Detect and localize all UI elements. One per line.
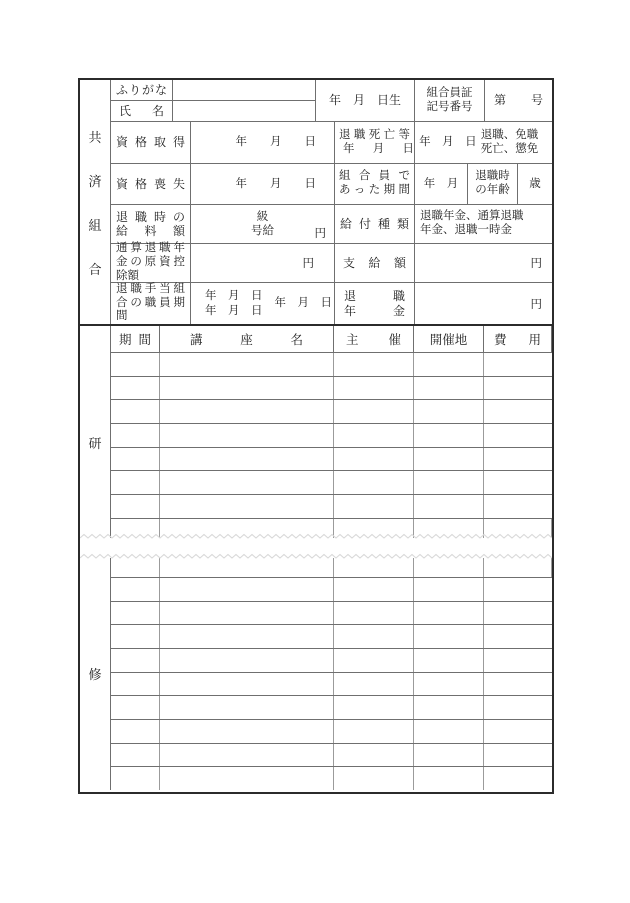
table-row [111, 602, 552, 626]
cell-period [111, 495, 160, 518]
cell-course [160, 649, 334, 672]
cell-period [111, 696, 160, 719]
cell-course [160, 602, 334, 625]
cell-cost [484, 578, 552, 601]
member-period-value: 年 月 [423, 177, 459, 190]
cell-period [111, 767, 160, 790]
cell-venue [414, 744, 484, 767]
loss-date-cell [191, 164, 335, 204]
pay-label: 支給額 [343, 255, 406, 270]
table-row [111, 673, 552, 697]
header-organizer-cell [334, 326, 414, 352]
salary-label-line2: 給料額 [116, 224, 185, 238]
cell-venue [414, 578, 484, 601]
cell-organizer [334, 353, 414, 376]
deduct-label-line2: 金の原資控 [116, 256, 185, 269]
cell-cost [484, 448, 552, 471]
age-unit-cell [518, 164, 552, 204]
cell-course [160, 377, 334, 400]
table-row [111, 424, 552, 448]
header-venue: 開催地 [429, 333, 468, 347]
name-label: 氏名 [119, 103, 164, 118]
table-row [111, 448, 552, 472]
salary-grade-label: 級 [256, 210, 269, 223]
cell-course [160, 720, 334, 743]
pay-label-cell [335, 244, 415, 282]
cell-cost [484, 625, 552, 648]
kenshu-header-row [111, 326, 552, 353]
cell-cost [484, 424, 552, 447]
header-period: 期間 [119, 333, 151, 347]
salary-label-line1: 退職時の [116, 209, 185, 224]
cell-course [160, 625, 334, 648]
side-char: 合 [88, 261, 102, 277]
table-row [111, 495, 552, 519]
cell-organizer [334, 424, 414, 447]
cell-course [160, 744, 334, 767]
cell-period [111, 424, 160, 447]
cell-organizer [334, 720, 414, 743]
side-char: 研 [88, 436, 102, 451]
deduct-label-line1: 通算退職年 [116, 242, 185, 255]
name-row [111, 101, 315, 121]
cell-cost [484, 720, 552, 743]
deduct-value-cell [191, 244, 335, 282]
cell-organizer [334, 471, 414, 494]
cell-period [111, 353, 160, 376]
benefit-value-line1: 退職年金、通算退職 [420, 210, 524, 223]
table-row [111, 471, 552, 495]
cell-venue [414, 448, 484, 471]
cell-venue [414, 377, 484, 400]
name-block [111, 80, 316, 121]
table-row [111, 649, 552, 673]
period-date-from: 年 月 日 [205, 290, 263, 303]
cell-course [160, 673, 334, 696]
deduct-label-cell [111, 244, 191, 282]
section-kenshu [80, 326, 552, 790]
kyosai-content [111, 80, 552, 324]
side-char: 済 [88, 173, 102, 189]
row-deduction-amount [111, 244, 552, 283]
cell-organizer [334, 448, 414, 471]
cell-organizer [334, 495, 414, 518]
acq-date-placeholder: 年 月 日 [235, 136, 316, 149]
pay-yen-label: 円 [530, 258, 542, 270]
header-period-cell [111, 326, 160, 352]
pay-value-cell [415, 244, 552, 282]
cell-organizer [334, 767, 414, 790]
retire-age-line1: 退職時 [475, 170, 510, 183]
cell-organizer [334, 744, 414, 767]
tear-zigzag-bottom [80, 554, 552, 558]
cell-period [111, 649, 160, 672]
cell-cost [484, 744, 552, 767]
birthdate-label: 年 月 日生 [328, 93, 401, 108]
cell-cost [484, 673, 552, 696]
member-period-value-cell [415, 164, 468, 204]
staff-period-line3: 間 [116, 310, 128, 323]
table-row [111, 696, 552, 720]
cell-organizer [334, 696, 414, 719]
section-kyosai-kumiai [80, 80, 552, 326]
cert-label-line2: 記号番号 [426, 100, 473, 113]
salary-step-label: 号給 [251, 225, 274, 237]
member-period-cell [335, 164, 415, 204]
cell-period [111, 720, 160, 743]
header-course: 講座名 [190, 333, 303, 347]
acq-label-cell [111, 122, 191, 163]
period-date-to: 年 月 日 [205, 304, 263, 317]
cert-no-label: 第号 [494, 93, 543, 108]
row-qualification-lost [111, 164, 552, 205]
name-label-cell [111, 101, 173, 121]
retire-reason-text [481, 129, 552, 157]
benefit-type-label-cell [335, 205, 415, 243]
cell-venue [414, 625, 484, 648]
cell-venue [414, 353, 484, 376]
section-label-kyosai-kumiai [80, 80, 111, 324]
cell-organizer [334, 400, 414, 423]
cell-cost [484, 696, 552, 719]
cell-cost [484, 495, 552, 518]
pension-label-line2: 年金 [344, 303, 405, 318]
cell-organizer [334, 377, 414, 400]
furigana-label: ふりがな [116, 82, 167, 97]
cell-course [160, 448, 334, 471]
salary-value-cell [191, 205, 335, 243]
tear-zigzag-top [80, 534, 552, 538]
cell-period [111, 471, 160, 494]
pension-label-line1: 退職 [344, 289, 405, 304]
retire-death-date-cell [335, 122, 415, 163]
table-row [111, 400, 552, 424]
cell-period [111, 377, 160, 400]
cell-venue [414, 649, 484, 672]
table-row [111, 353, 552, 377]
birthdate-cell [316, 80, 415, 121]
member-period-line1: 組合員で [339, 170, 410, 183]
cell-period [111, 400, 160, 423]
table-row [111, 377, 552, 401]
period-date-total: 年 月 日 [274, 297, 332, 310]
cell-venue [414, 696, 484, 719]
cell-cost [484, 602, 552, 625]
cell-cost [484, 649, 552, 672]
header-course-cell [160, 326, 334, 352]
member-period-line2: あった期間 [339, 184, 410, 196]
cell-cost [484, 471, 552, 494]
member-cert-number-cell [415, 80, 485, 121]
loss-label-cell [111, 164, 191, 204]
kenshu-body [111, 326, 552, 790]
cell-cost [484, 377, 552, 400]
header-organizer: 主催 [346, 333, 401, 347]
cell-venue [414, 424, 484, 447]
deduct-yen-label: 円 [302, 258, 314, 270]
cell-period [111, 448, 160, 471]
cell-organizer [334, 625, 414, 648]
side-char: 修 [88, 667, 102, 682]
table-row [111, 578, 552, 602]
cell-course [160, 578, 334, 601]
cell-cost [484, 353, 552, 376]
row-qualification-acquired [111, 122, 552, 164]
cell-organizer [334, 578, 414, 601]
cell-period [111, 673, 160, 696]
cell-course [160, 495, 334, 518]
pension-yen-label: 円 [530, 298, 542, 311]
tear-zigzag-lines [80, 533, 552, 563]
retire-death-line2: 年月日 [343, 142, 414, 155]
cell-organizer [334, 673, 414, 696]
continuation-break-row [111, 519, 552, 578]
cell-period [111, 602, 160, 625]
retire-age-cell [468, 164, 518, 204]
cell-period [111, 578, 160, 601]
header-cost: 費用 [494, 333, 541, 347]
cell-venue [414, 471, 484, 494]
retire-reason-line1: 退職、免職 [480, 128, 539, 141]
row-name [111, 80, 552, 122]
furigana-label-cell [111, 80, 173, 100]
cell-course [160, 400, 334, 423]
loss-label: 資格喪失 [116, 176, 185, 191]
staff-period-line1: 退職手当組 [116, 282, 185, 295]
acq-label: 資格取得 [116, 135, 185, 150]
header-venue-cell [414, 326, 484, 352]
side-char: 共 [88, 129, 102, 145]
name-value-cell [173, 101, 315, 121]
staff-period-line2: 合の職員期 [116, 296, 185, 309]
retire-age-line2: の年齢 [475, 184, 510, 196]
staff-period-dates-cell [191, 283, 335, 324]
retire-reason-cell [415, 122, 552, 163]
cell-course [160, 424, 334, 447]
staff-period-label-cell [111, 283, 191, 324]
retire-death-line1: 退職死亡等 [339, 128, 410, 141]
form-table [78, 78, 554, 794]
retire-reason-date: 年 月 日 [419, 135, 477, 148]
table-row [111, 767, 552, 790]
furigana-row [111, 80, 315, 101]
table-row [111, 720, 552, 744]
retire-reason-line2: 死亡、懲免 [480, 142, 539, 155]
cell-venue [414, 767, 484, 790]
header-cost-cell [484, 326, 552, 352]
row-staff-period [111, 283, 552, 324]
cell-venue [414, 495, 484, 518]
cell-course [160, 767, 334, 790]
cell-venue [414, 673, 484, 696]
salary-yen-label: 円 [314, 227, 326, 240]
table-row [111, 744, 552, 768]
cell-organizer [334, 649, 414, 672]
cell-organizer [334, 602, 414, 625]
row-salary-at-retirement [111, 205, 552, 244]
cell-course [160, 696, 334, 719]
cell-period [111, 744, 160, 767]
cell-venue [414, 720, 484, 743]
cert-no-cell [485, 80, 552, 121]
loss-date-placeholder: 年 月 日 [235, 177, 316, 190]
benefit-value-line2: 年金、退職一時金 [420, 224, 512, 236]
table-row [111, 625, 552, 649]
benefit-type-value-cell [415, 205, 552, 243]
benefit-type-label: 給付種類 [340, 216, 409, 231]
cell-cost [484, 767, 552, 790]
cell-course [160, 471, 334, 494]
age-unit: 歳 [529, 177, 541, 190]
cell-venue [414, 602, 484, 625]
cert-label-line1: 組合員証 [426, 86, 473, 99]
furigana-value-cell [173, 80, 315, 100]
cell-venue [414, 400, 484, 423]
pension-value-cell [415, 283, 552, 324]
cell-cost [484, 400, 552, 423]
salary-label-cell [111, 205, 191, 243]
acq-date-cell [191, 122, 335, 163]
side-char: 組 [88, 217, 102, 233]
deduct-label-line3: 除額 [116, 269, 139, 282]
pension-label-cell [335, 283, 415, 324]
cell-course [160, 353, 334, 376]
cell-period [111, 625, 160, 648]
